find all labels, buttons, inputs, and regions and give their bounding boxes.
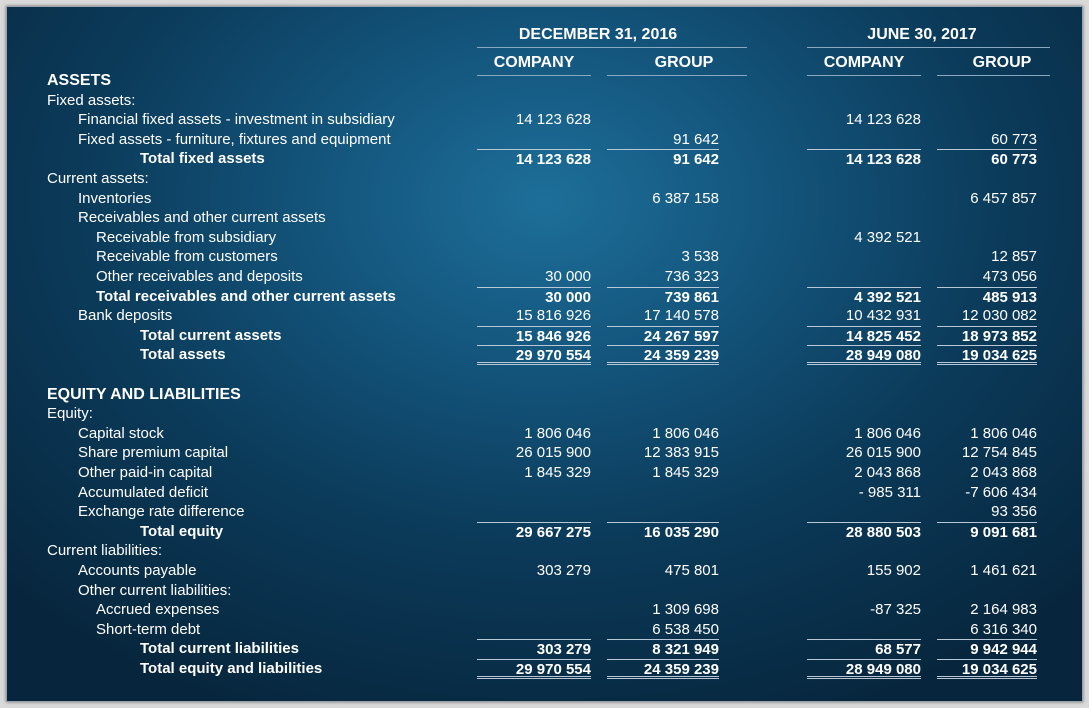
line-item-row <box>7 404 1082 424</box>
amount-cell: 28 949 080 <box>807 659 921 679</box>
row-label: Receivable from customers <box>96 248 278 266</box>
amount-cell: 739 861 <box>607 287 719 307</box>
amount-cell: 1 806 046 <box>970 424 1037 442</box>
amount-cell <box>607 228 719 248</box>
row-label: Equity: <box>47 405 93 423</box>
amount-cell: 29 970 554 <box>477 345 591 365</box>
column-header-company-2017: COMPANY <box>823 54 905 71</box>
section-heading-row <box>7 385 1082 405</box>
period-header-2017: JUNE 30, 2017 <box>867 26 977 43</box>
amount-cell <box>607 91 719 111</box>
amount-cell <box>477 208 591 228</box>
amount-cell <box>937 208 1037 228</box>
amount-cell: 91 642 <box>673 130 719 148</box>
amount-cell <box>607 169 719 189</box>
line-item-row <box>7 541 1082 561</box>
line-item-row <box>7 600 1082 620</box>
amount-cell <box>807 541 921 561</box>
amount-cell <box>477 169 591 189</box>
row-label: Accumulated deficit <box>78 483 209 501</box>
amount-cell <box>807 502 921 522</box>
amount-cell <box>807 91 921 111</box>
row-label: ASSETS <box>47 72 112 89</box>
amount-cell: 14 123 628 <box>477 149 591 169</box>
amount-cell <box>477 620 591 640</box>
amount-cell <box>477 600 591 620</box>
amount-cell: 30 000 <box>477 287 591 307</box>
amount-cell <box>937 541 1037 561</box>
amount-cell: 303 279 <box>536 562 591 579</box>
amount-cell: 60 773 <box>991 130 1037 148</box>
line-item-row <box>7 561 1082 581</box>
amount-cell: 475 801 <box>664 562 719 579</box>
amount-cell <box>477 189 591 209</box>
amount-cell: 19 034 625 <box>937 345 1037 365</box>
amount-cell: 9 091 681 <box>937 522 1037 542</box>
amount-cell: 12 383 915 <box>643 444 719 462</box>
amount-cell: 1 845 329 <box>652 464 719 481</box>
amount-cell <box>477 91 591 111</box>
amount-cell <box>477 404 591 424</box>
row-label: Accounts payable <box>78 562 197 579</box>
amount-cell: 19 034 625 <box>937 659 1037 679</box>
amount-cell <box>477 483 591 503</box>
amount-cell: 10 432 931 <box>845 307 921 325</box>
amount-cell: 93 356 <box>991 503 1037 521</box>
column-header-company-2016: COMPANY <box>493 54 575 71</box>
row-label: Inventories <box>78 189 152 207</box>
line-item-row <box>7 110 1082 130</box>
amount-cell <box>607 581 719 601</box>
amount-cell: 91 642 <box>607 149 719 169</box>
period-rule-2017 <box>807 47 1050 48</box>
row-label: Other paid-in capital <box>78 464 213 481</box>
amount-cell: 1 806 046 <box>652 424 719 442</box>
amount-cell: 30 000 <box>545 268 591 285</box>
balance-sheet-slide <box>6 6 1083 702</box>
amount-cell: 26 015 900 <box>845 444 921 462</box>
amount-cell <box>807 208 921 228</box>
line-item-row <box>7 208 1082 228</box>
amount-cell: 1 461 621 <box>970 562 1037 579</box>
row-label: Other current liabilities: <box>78 581 232 599</box>
amount-cell: 1 806 046 <box>524 424 591 442</box>
total-row <box>7 287 1082 307</box>
row-label: Total current assets <box>140 326 282 344</box>
amount-cell <box>607 502 719 522</box>
amount-cell: 473 056 <box>982 268 1037 285</box>
amount-cell: 2 043 868 <box>970 464 1037 481</box>
line-item-row <box>7 91 1082 111</box>
row-label: Financial fixed assets - investment in subsidiary <box>78 111 395 129</box>
amount-cell: 12 030 082 <box>961 307 1037 325</box>
amount-cell: 4 392 521 <box>854 228 921 246</box>
column-header-group-2017: GROUP <box>972 54 1032 71</box>
amount-cell: 4 392 521 <box>807 287 921 307</box>
amount-cell <box>937 228 1037 248</box>
amount-cell <box>607 208 719 228</box>
row-label: Fixed assets - furniture, fixtures and equipment <box>78 130 391 148</box>
amount-cell <box>607 483 719 503</box>
amount-cell: 16 035 290 <box>607 522 719 542</box>
line-item-row <box>7 443 1082 463</box>
amount-cell: -87 325 <box>870 601 921 619</box>
total-row <box>7 149 1082 169</box>
total-row <box>7 522 1082 542</box>
amount-cell <box>607 404 719 424</box>
amount-cell: -7 606 434 <box>965 483 1037 501</box>
row-label: Total equity <box>140 522 224 540</box>
row-label: Total current liabilities <box>140 640 299 658</box>
amount-cell: 14 123 628 <box>845 111 921 129</box>
amount-cell <box>807 620 921 640</box>
spacer-row <box>7 365 1082 385</box>
total-row <box>7 326 1082 346</box>
amount-cell: 14 825 452 <box>807 326 921 346</box>
row-label: Receivable from subsidiary <box>96 228 277 246</box>
amount-cell: 3 538 <box>681 248 719 266</box>
row-label: Accrued expenses <box>96 601 220 619</box>
row-label: Short-term debt <box>96 620 201 638</box>
amount-cell: 6 538 450 <box>652 620 719 638</box>
amount-cell <box>477 247 591 267</box>
amount-cell: 24 267 597 <box>607 326 719 346</box>
amount-cell <box>937 91 1037 111</box>
amount-cell: 1 309 698 <box>652 601 719 619</box>
line-item-row <box>7 483 1082 503</box>
amount-cell <box>807 130 921 150</box>
total-row <box>7 639 1082 659</box>
amount-cell <box>807 189 921 209</box>
amount-cell: 29 667 275 <box>477 522 591 542</box>
line-item-row <box>7 306 1082 326</box>
line-item-row <box>7 581 1082 601</box>
amount-cell <box>477 541 591 561</box>
amount-cell: 8 321 949 <box>607 639 719 659</box>
amount-cell <box>937 404 1037 424</box>
amount-cell: 736 323 <box>664 268 719 285</box>
amount-cell: 60 773 <box>937 149 1037 169</box>
amount-cell <box>477 581 591 601</box>
amount-cell: 14 123 628 <box>515 111 591 129</box>
amount-cell: 155 902 <box>866 562 921 579</box>
row-label: Current liabilities: <box>47 542 163 560</box>
amount-cell <box>807 404 921 424</box>
amount-cell <box>937 110 1037 130</box>
row-label: Exchange rate difference <box>78 503 245 521</box>
amount-cell: 28 949 080 <box>807 345 921 365</box>
amount-cell: 2 043 868 <box>854 464 921 481</box>
amount-cell <box>607 541 719 561</box>
line-item-row <box>7 502 1082 522</box>
amount-cell: 6 316 340 <box>970 620 1037 638</box>
section-heading-row <box>7 71 1082 91</box>
amount-cell: 14 123 628 <box>807 149 921 169</box>
row-label: Total fixed assets <box>140 150 265 168</box>
row-label: Current assets: <box>47 170 149 187</box>
amount-cell: 2 164 983 <box>970 601 1037 619</box>
row-label: Share premium capital <box>78 444 229 462</box>
amount-cell: 15 816 926 <box>515 307 591 325</box>
amount-cell <box>937 581 1037 601</box>
amount-cell: 1 806 046 <box>854 424 921 442</box>
column-header-group-2016: GROUP <box>654 54 714 71</box>
amount-cell: 15 846 926 <box>477 326 591 346</box>
amount-cell: 12 754 845 <box>961 444 1037 462</box>
line-item-row <box>7 620 1082 640</box>
amount-cell: 6 387 158 <box>652 189 719 207</box>
amount-cell <box>807 247 921 267</box>
row-label: Fixed assets: <box>47 91 136 109</box>
amount-cell <box>477 502 591 522</box>
line-item-row <box>7 463 1082 483</box>
amount-cell: 24 359 239 <box>607 659 719 679</box>
line-item-row <box>7 267 1082 287</box>
line-item-row <box>7 189 1082 209</box>
row-label: Bank deposits <box>78 307 173 325</box>
amount-cell: 6 457 857 <box>970 189 1037 207</box>
amount-cell: 28 880 503 <box>807 522 921 542</box>
amount-cell <box>607 110 719 130</box>
line-item-row <box>7 228 1082 248</box>
amount-cell: 485 913 <box>937 287 1037 307</box>
line-item-row <box>7 169 1082 189</box>
line-item-row <box>7 247 1082 267</box>
amount-cell: 1 845 329 <box>524 464 591 481</box>
period-header-2016: DECEMBER 31, 2016 <box>518 26 678 43</box>
amount-cell <box>807 267 921 287</box>
row-label: Total assets <box>140 346 226 364</box>
total-row <box>7 345 1082 365</box>
amount-cell: 9 942 944 <box>937 639 1037 659</box>
period-rule-2016 <box>477 47 747 48</box>
row-label: Total equity and liabilities <box>140 660 323 677</box>
amount-cell: 18 973 852 <box>937 326 1037 346</box>
row-label: Total receivables and other current assets <box>96 287 396 305</box>
amount-cell: 29 970 554 <box>477 659 591 679</box>
amount-cell: - 985 311 <box>858 483 921 501</box>
line-item-row <box>7 424 1082 444</box>
row-label: EQUITY AND LIABILITIES <box>47 385 241 403</box>
amount-cell: 12 857 <box>991 248 1037 266</box>
line-item-row <box>7 130 1082 150</box>
amount-cell: 24 359 239 <box>607 345 719 365</box>
row-label: Capital stock <box>78 424 164 442</box>
amount-cell <box>807 169 921 189</box>
row-label: Receivables and other current assets <box>78 209 326 227</box>
amount-cell: 68 577 <box>807 639 921 659</box>
amount-cell <box>477 130 591 150</box>
total-row <box>7 659 1082 679</box>
row-label: Other receivables and deposits <box>96 268 303 285</box>
amount-cell <box>477 228 591 248</box>
amount-cell: 17 140 578 <box>643 307 719 325</box>
amount-cell: 303 279 <box>477 639 591 659</box>
amount-cell <box>937 169 1037 189</box>
amount-cell <box>807 581 921 601</box>
amount-cell: 26 015 900 <box>515 444 591 462</box>
